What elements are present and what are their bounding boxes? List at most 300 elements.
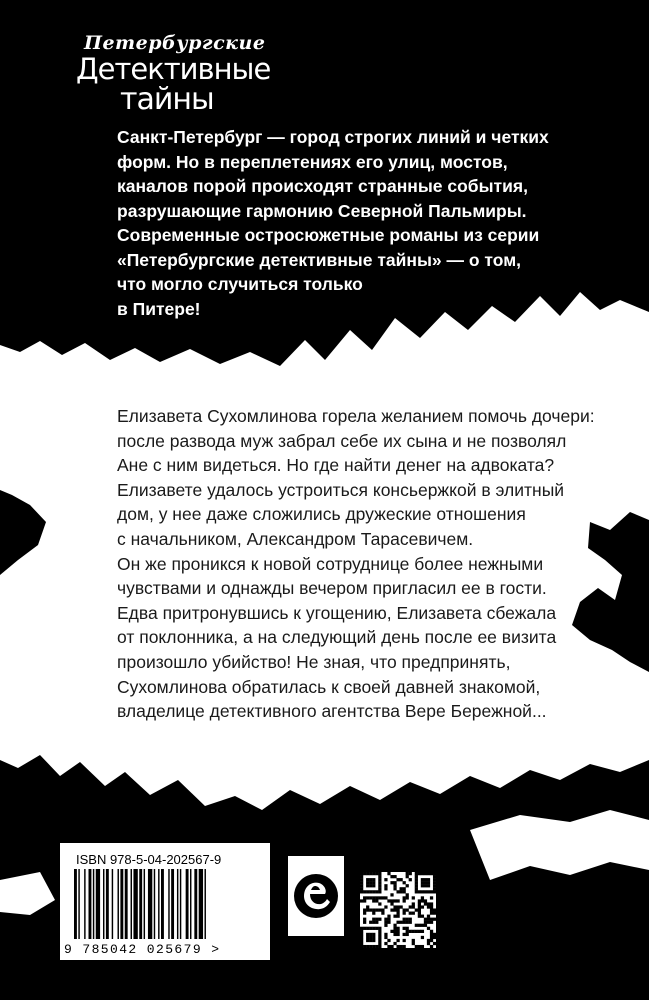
qr-module <box>430 872 433 875</box>
qr-module <box>424 921 427 924</box>
qr-module <box>430 890 433 893</box>
qr-module <box>378 930 381 933</box>
barcode-bar <box>89 869 92 939</box>
qr-module <box>403 890 406 893</box>
qr-module <box>378 884 381 887</box>
qr-module <box>360 878 363 881</box>
publisher-url[interactable]: eksmo.ru <box>294 940 340 952</box>
qr-module <box>360 875 363 878</box>
qr-module <box>360 884 363 887</box>
qr-module <box>393 905 396 908</box>
qr-module <box>418 905 421 908</box>
qr-module <box>421 878 424 881</box>
qr-module <box>384 905 387 908</box>
series-logo <box>76 32 271 122</box>
qr-module <box>384 936 387 939</box>
qr-module <box>372 912 375 915</box>
logo-line-top: Петербургские <box>84 32 266 54</box>
qr-module <box>393 881 396 884</box>
qr-module <box>433 936 436 939</box>
barcode-bar <box>177 869 178 939</box>
qr-module <box>415 875 418 878</box>
qr-module <box>396 878 399 881</box>
qr-module <box>421 899 424 902</box>
qr-module <box>427 905 430 908</box>
qr-module <box>396 939 399 942</box>
qr-module <box>427 939 430 942</box>
qr-module <box>387 939 390 942</box>
qr-module <box>406 884 409 887</box>
qr-module <box>421 924 424 927</box>
qr-module <box>393 884 396 887</box>
qr-module <box>415 881 418 884</box>
qr-module <box>372 921 375 924</box>
qr-module <box>360 942 363 945</box>
qr-module <box>393 908 396 911</box>
qr-module <box>418 945 421 948</box>
qr-module <box>360 890 363 893</box>
qr-module <box>430 918 433 921</box>
synopsis-line: Едва притронувшись к угощению, Елизавета сбежала <box>117 602 557 623</box>
qr-module <box>387 899 390 902</box>
qr-module <box>430 896 433 899</box>
barcode-bar <box>74 869 77 939</box>
qr-module <box>390 875 393 878</box>
qr-module <box>369 908 372 911</box>
qr-module <box>415 924 418 927</box>
barcode-bar <box>131 869 132 939</box>
barcode-bar <box>180 869 181 939</box>
qr-module <box>375 945 378 948</box>
qr-module <box>412 912 415 915</box>
synopsis-line: от поклонника, а на следующий день после ее визита <box>117 627 557 648</box>
qr-module <box>412 896 415 899</box>
qr-module <box>372 908 375 911</box>
barcode-bar <box>194 869 197 939</box>
barcode-bar <box>168 869 169 939</box>
barcode-bar <box>190 869 191 939</box>
qr-module <box>403 899 406 902</box>
qr-module <box>433 884 436 887</box>
qr-module <box>363 908 366 911</box>
series-line: что могло случиться только <box>117 274 363 294</box>
qr-module <box>396 912 399 915</box>
qr-module <box>384 918 387 921</box>
qr-module <box>390 945 393 948</box>
qr-module <box>406 893 409 896</box>
series-line: Санкт-Петербург — город строгих линий и четких <box>117 127 549 147</box>
barcode-bars <box>70 869 260 941</box>
barcode-bar <box>199 869 203 939</box>
qr-module <box>427 872 430 875</box>
qr-module <box>372 878 375 881</box>
barcode-bar <box>144 869 145 939</box>
qr-module <box>430 930 433 933</box>
qr-module <box>427 878 430 881</box>
qr-module <box>396 927 399 930</box>
qr-module <box>369 896 372 899</box>
qr-module <box>415 908 418 911</box>
qr-module <box>363 872 366 875</box>
series-line: форм. Но в переплетениях его улиц, мостов, <box>117 151 508 172</box>
qr-module <box>427 921 430 924</box>
qr-module <box>378 927 381 930</box>
qr-module <box>403 933 406 936</box>
qr-module <box>378 890 381 893</box>
qr-module <box>424 899 427 902</box>
qr-module <box>433 942 436 945</box>
qr-module <box>424 924 427 927</box>
social-qr-block <box>352 848 444 958</box>
qr-module <box>406 921 409 924</box>
qr-module <box>360 936 363 939</box>
qr-module <box>421 915 424 918</box>
qr-module <box>424 890 427 893</box>
qr-module <box>381 896 384 899</box>
qr-module <box>409 918 412 921</box>
qr-module <box>366 936 369 939</box>
qr-module <box>387 918 390 921</box>
qr-module <box>424 872 427 875</box>
qr-module <box>433 918 436 921</box>
qr-module <box>372 939 375 942</box>
qr-module <box>433 875 436 878</box>
qr-module <box>403 918 406 921</box>
qr-module <box>384 942 387 945</box>
qr-module <box>384 878 387 881</box>
qr-module <box>387 915 390 918</box>
qr-module <box>418 912 421 915</box>
qr-module <box>433 890 436 893</box>
qr-module <box>427 927 430 930</box>
qr-module <box>372 936 375 939</box>
qr-module <box>360 933 363 936</box>
qr-module <box>375 872 378 875</box>
logo-line-middle: Детективные <box>76 52 271 86</box>
qr-module <box>375 908 378 911</box>
qr-module <box>360 945 363 948</box>
barcode-bar <box>106 869 109 939</box>
qr-module <box>409 921 412 924</box>
qr-module <box>366 945 369 948</box>
qr-module <box>409 930 412 933</box>
qr-module <box>366 881 369 884</box>
synopsis-line: дом, у нее даже сложились дружеские отношения <box>117 504 526 525</box>
qr-module <box>433 881 436 884</box>
qr-module <box>403 896 406 899</box>
series-line: разрушающие гармонию Северной Пальмиры. <box>117 200 527 221</box>
qr-module <box>372 890 375 893</box>
qr-module <box>409 872 412 875</box>
qr-module <box>396 890 399 893</box>
qr-module <box>406 875 409 878</box>
qr-module <box>415 945 418 948</box>
qr-module <box>372 884 375 887</box>
qr-module <box>424 902 427 905</box>
qr-module <box>375 921 378 924</box>
qr-module <box>403 912 406 915</box>
qr-module <box>360 930 363 933</box>
qr-module <box>396 905 399 908</box>
qr-module <box>372 881 375 884</box>
qr-module <box>421 872 424 875</box>
book-synopsis <box>117 404 595 724</box>
qr-module <box>372 872 375 875</box>
series-description <box>117 125 557 321</box>
qr-module <box>421 884 424 887</box>
qr-module <box>369 881 372 884</box>
qr-module <box>363 890 366 893</box>
qr-module <box>400 905 403 908</box>
qr-module <box>415 884 418 887</box>
qr-module <box>387 921 390 924</box>
qr-module <box>403 927 406 930</box>
qr-module <box>396 908 399 911</box>
qr-module <box>378 875 381 878</box>
qr-module <box>433 908 436 911</box>
isbn-number: ISBN 978-5-04-202567-9 <box>76 852 222 867</box>
qr-module <box>372 918 375 921</box>
qr-module <box>369 933 372 936</box>
qr-module <box>421 936 424 939</box>
barcode-bar <box>148 869 152 939</box>
isbn-barcode <box>60 843 270 960</box>
qr-module <box>390 881 393 884</box>
qr-module <box>369 927 372 930</box>
qr-module <box>363 921 366 924</box>
qr-module <box>378 918 381 921</box>
qr-module <box>393 942 396 945</box>
synopsis-line: с начальником, Александром Тарасевичем. <box>117 528 474 549</box>
qr-module <box>366 905 369 908</box>
barcode-bar <box>139 869 142 939</box>
qr-module <box>369 890 372 893</box>
synopsis-line: владелице детективного агентства Вере Бережной... <box>117 701 547 722</box>
qr-module <box>387 872 390 875</box>
qr-module <box>415 930 418 933</box>
series-line: каналов порой происходят странные события, <box>117 176 528 196</box>
qr-module <box>412 902 415 905</box>
qr-module <box>418 872 421 875</box>
qr-module <box>427 881 430 884</box>
qr-module <box>393 927 396 930</box>
qr-module <box>396 921 399 924</box>
qr-module <box>403 945 406 948</box>
qr-module <box>363 927 366 930</box>
qr-module <box>378 936 381 939</box>
qr-module <box>424 878 427 881</box>
qr-module <box>406 933 409 936</box>
qr-module <box>366 933 369 936</box>
qr-module <box>375 918 378 921</box>
qr-module <box>412 905 415 908</box>
qr-module <box>403 939 406 942</box>
qr-module <box>369 921 372 924</box>
qr-module <box>366 872 369 875</box>
barcode-bar <box>93 869 94 939</box>
qr-module <box>418 902 421 905</box>
qr-module <box>363 918 366 921</box>
qr-module <box>421 930 424 933</box>
qr-module <box>375 899 378 902</box>
social-label: НАШИ СОЦСЕТИ <box>360 856 440 867</box>
qr-module <box>403 908 406 911</box>
qr-module <box>427 918 430 921</box>
qr-module <box>378 887 381 890</box>
qr-module <box>384 933 387 936</box>
qr-module <box>369 939 372 942</box>
qr-module <box>418 915 421 918</box>
qr-module <box>418 908 421 911</box>
qr-module <box>366 878 369 881</box>
barcode-bar <box>133 869 137 939</box>
qr-module <box>372 896 375 899</box>
qr-module <box>360 872 363 875</box>
qr-module <box>393 924 396 927</box>
qr-module <box>390 908 393 911</box>
qr-module <box>384 896 387 899</box>
qr-module <box>396 899 399 902</box>
publisher-block <box>280 848 352 958</box>
qr-module <box>430 905 433 908</box>
qr-module <box>363 912 366 915</box>
qr-module <box>378 878 381 881</box>
barcode-bar <box>186 869 189 939</box>
qr-module <box>403 881 406 884</box>
qr-module <box>406 930 409 933</box>
qr-module <box>406 896 409 899</box>
qr-module <box>360 939 363 942</box>
barcode-bar <box>125 869 128 939</box>
qr-module <box>393 915 396 918</box>
qr-module <box>375 927 378 930</box>
qr-module <box>369 872 372 875</box>
qr-module <box>418 890 421 893</box>
qr-module <box>363 899 366 902</box>
qr-module <box>369 936 372 939</box>
qr-module <box>396 930 399 933</box>
qr-module <box>406 872 409 875</box>
qr-module <box>424 884 427 887</box>
qr-module <box>421 905 424 908</box>
qr-module <box>360 887 363 890</box>
qr-module <box>393 899 396 902</box>
qr-module <box>421 890 424 893</box>
qr-module <box>400 887 403 890</box>
qr-module <box>366 927 369 930</box>
qr-module <box>393 875 396 878</box>
barcode-bar <box>161 869 164 939</box>
qr-module <box>393 887 396 890</box>
qr-module <box>424 918 427 921</box>
qr-module <box>384 921 387 924</box>
qr-module <box>415 887 418 890</box>
qr-module <box>390 893 393 896</box>
qr-module <box>363 945 366 948</box>
qr-module <box>396 933 399 936</box>
qr-module <box>390 930 393 933</box>
qr-module <box>390 899 393 902</box>
barcode-bar <box>171 869 174 939</box>
qr-module <box>393 930 396 933</box>
qr-module <box>378 942 381 945</box>
barcode-bar <box>84 869 85 939</box>
qr-module <box>396 915 399 918</box>
qr-module <box>427 915 430 918</box>
qr-module <box>412 939 415 942</box>
qr-module <box>421 881 424 884</box>
eksmo-logo-icon <box>288 856 344 936</box>
qr-module <box>433 912 436 915</box>
qr-module <box>378 908 381 911</box>
qr-module <box>366 890 369 893</box>
qr-module <box>406 927 409 930</box>
qr-module <box>433 878 436 881</box>
qr-module <box>427 884 430 887</box>
synopsis-line: чувствами и однажды вечером пригласил ее в гости. <box>117 578 547 599</box>
qr-module <box>384 924 387 927</box>
qr-module <box>366 896 369 899</box>
qr-module <box>366 939 369 942</box>
synopsis-line: Он же проникся к новой сотруднице более нежными <box>117 553 544 574</box>
series-line: «Петербургские детективные тайны» — о том, <box>117 249 522 270</box>
qr-module <box>427 902 430 905</box>
qr-module <box>372 899 375 902</box>
qr-module <box>387 945 390 948</box>
qr-module <box>430 936 433 939</box>
qr-module <box>418 924 421 927</box>
barcode-bar <box>112 869 113 939</box>
qr-module <box>360 899 363 902</box>
series-line: в Питере! <box>117 298 201 319</box>
barcode-digits: 9 785042 025679 > <box>64 942 221 957</box>
qr-module <box>433 872 436 875</box>
qr-module <box>403 921 406 924</box>
qr-module <box>378 902 381 905</box>
qr-code[interactable] <box>360 872 436 948</box>
qr-module <box>378 872 381 875</box>
qr-module <box>415 890 418 893</box>
qr-module <box>372 945 375 948</box>
synopsis-line: Елизавета Сухомлинова горела желанием помочь дочери: <box>117 406 595 426</box>
qr-module <box>369 884 372 887</box>
qr-module <box>360 881 363 884</box>
qr-module <box>406 918 409 921</box>
qr-module <box>378 896 381 899</box>
qr-module <box>378 933 381 936</box>
qr-module <box>369 878 372 881</box>
barcode-bar <box>78 869 79 939</box>
qr-module <box>427 890 430 893</box>
qr-module <box>378 945 381 948</box>
qr-module <box>393 933 396 936</box>
qr-module <box>409 905 412 908</box>
barcode-bar <box>120 869 123 939</box>
barcode-bar <box>154 869 155 939</box>
qr-module <box>409 912 412 915</box>
synopsis-line: Сухомлинова обратилась к своей давней знакомой, <box>117 676 541 697</box>
qr-module <box>400 945 403 948</box>
qr-module <box>430 939 433 942</box>
qr-module <box>375 896 378 899</box>
barcode-bar <box>103 869 104 939</box>
synopsis-line: произошло убийство! Не зная, что предпринять, <box>117 651 511 672</box>
qr-module <box>421 896 424 899</box>
qr-module <box>381 912 384 915</box>
synopsis-line: после развода муж забрал себе их сына и не позволял <box>117 430 567 451</box>
qr-module <box>360 927 363 930</box>
qr-module <box>369 945 372 948</box>
